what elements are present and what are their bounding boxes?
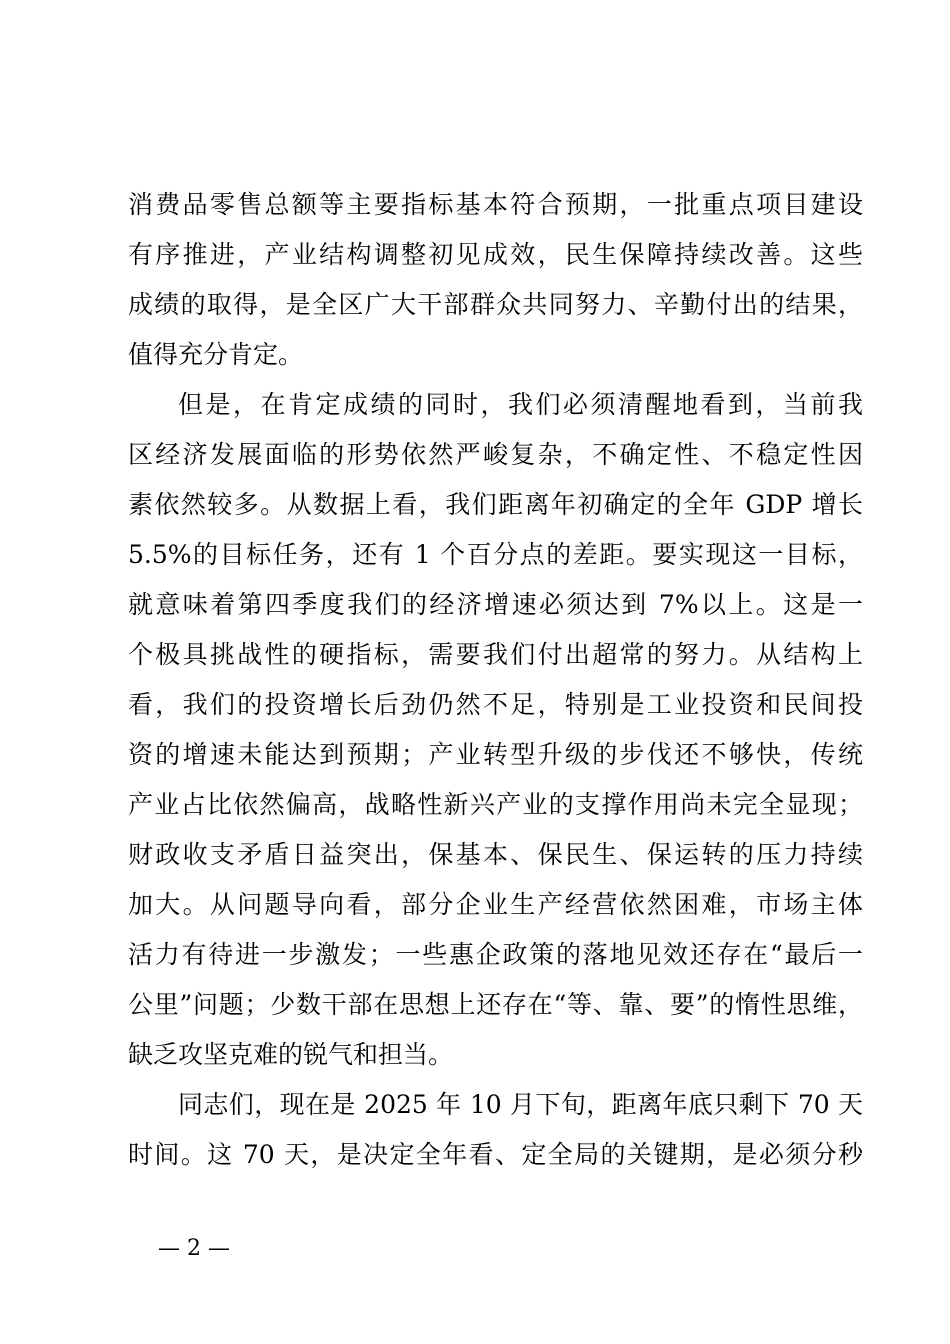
paragraph-2-line-2: 区经济发展面临的形势依然严峻复杂，不确定性、不稳定性因: [128, 440, 863, 469]
paragraph-3-line-1: 同志们，现在是 2025 年 10 月下旬，距离年底只剩下 70 天: [178, 1090, 863, 1119]
paragraph-2-line-13: 公里”问题；少数干部在思想上还存在“等、靠、要”的惰性思维，: [128, 990, 863, 1019]
paragraph-1-line-4: 值得充分肯定。: [128, 340, 304, 369]
paragraph-2-line-9: 产业占比依然偏高，战略性新兴产业的支撑作用尚未完全显现；: [128, 790, 863, 819]
paragraph-2-line-4: 5.5%的目标任务，还有 1 个百分点的差距。要实现这一目标，: [128, 540, 863, 569]
paragraph-2-line-11: 加大。从问题导向看，部分企业生产经营依然困难，市场主体: [128, 890, 863, 919]
paragraph-1-line-1: 消费品零售总额等主要指标基本符合预期，一批重点项目建设: [128, 190, 863, 219]
paragraph-2-line-3: 素依然较多。从数据上看，我们距离年初确定的全年 GDP 增长: [128, 490, 863, 519]
paragraph-2-line-5: 就意味着第四季度我们的经济增速必须达到 7%以上。这是一: [128, 590, 863, 619]
paragraph-1-line-2: 有序推进，产业结构调整初见成效，民生保障持续改善。这些: [128, 240, 863, 269]
page-number: — 2 —: [158, 1236, 230, 1261]
paragraph-2-line-12: 活力有待进一步激发；一些惠企政策的落地见效还存在“最后一: [128, 940, 863, 969]
paragraph-1-line-3: 成绩的取得，是全区广大干部群众共同努力、辛勤付出的结果，: [128, 290, 863, 319]
paragraph-2-line-6: 个极具挑战性的硬指标，需要我们付出超常的努力。从结构上: [128, 640, 863, 669]
paragraph-2-line-7: 看，我们的投资增长后劲仍然不足，特别是工业投资和民间投: [128, 690, 863, 719]
paragraph-3-line-2: 时间。这 70 天，是决定全年看、定全局的关键期，是必须分秒: [128, 1140, 863, 1169]
paragraph-2-line-8: 资的增速未能达到预期；产业转型升级的步伐还不够快，传统: [128, 740, 863, 769]
paragraph-2-line-1: 但是，在肯定成绩的同时，我们必须清醒地看到，当前我: [178, 390, 863, 419]
paragraph-2-line-14: 缺乏攻坚克难的锐气和担当。: [128, 1040, 454, 1069]
paragraph-2-line-10: 财政收支矛盾日益突出，保基本、保民生、保运转的压力持续: [128, 840, 863, 869]
